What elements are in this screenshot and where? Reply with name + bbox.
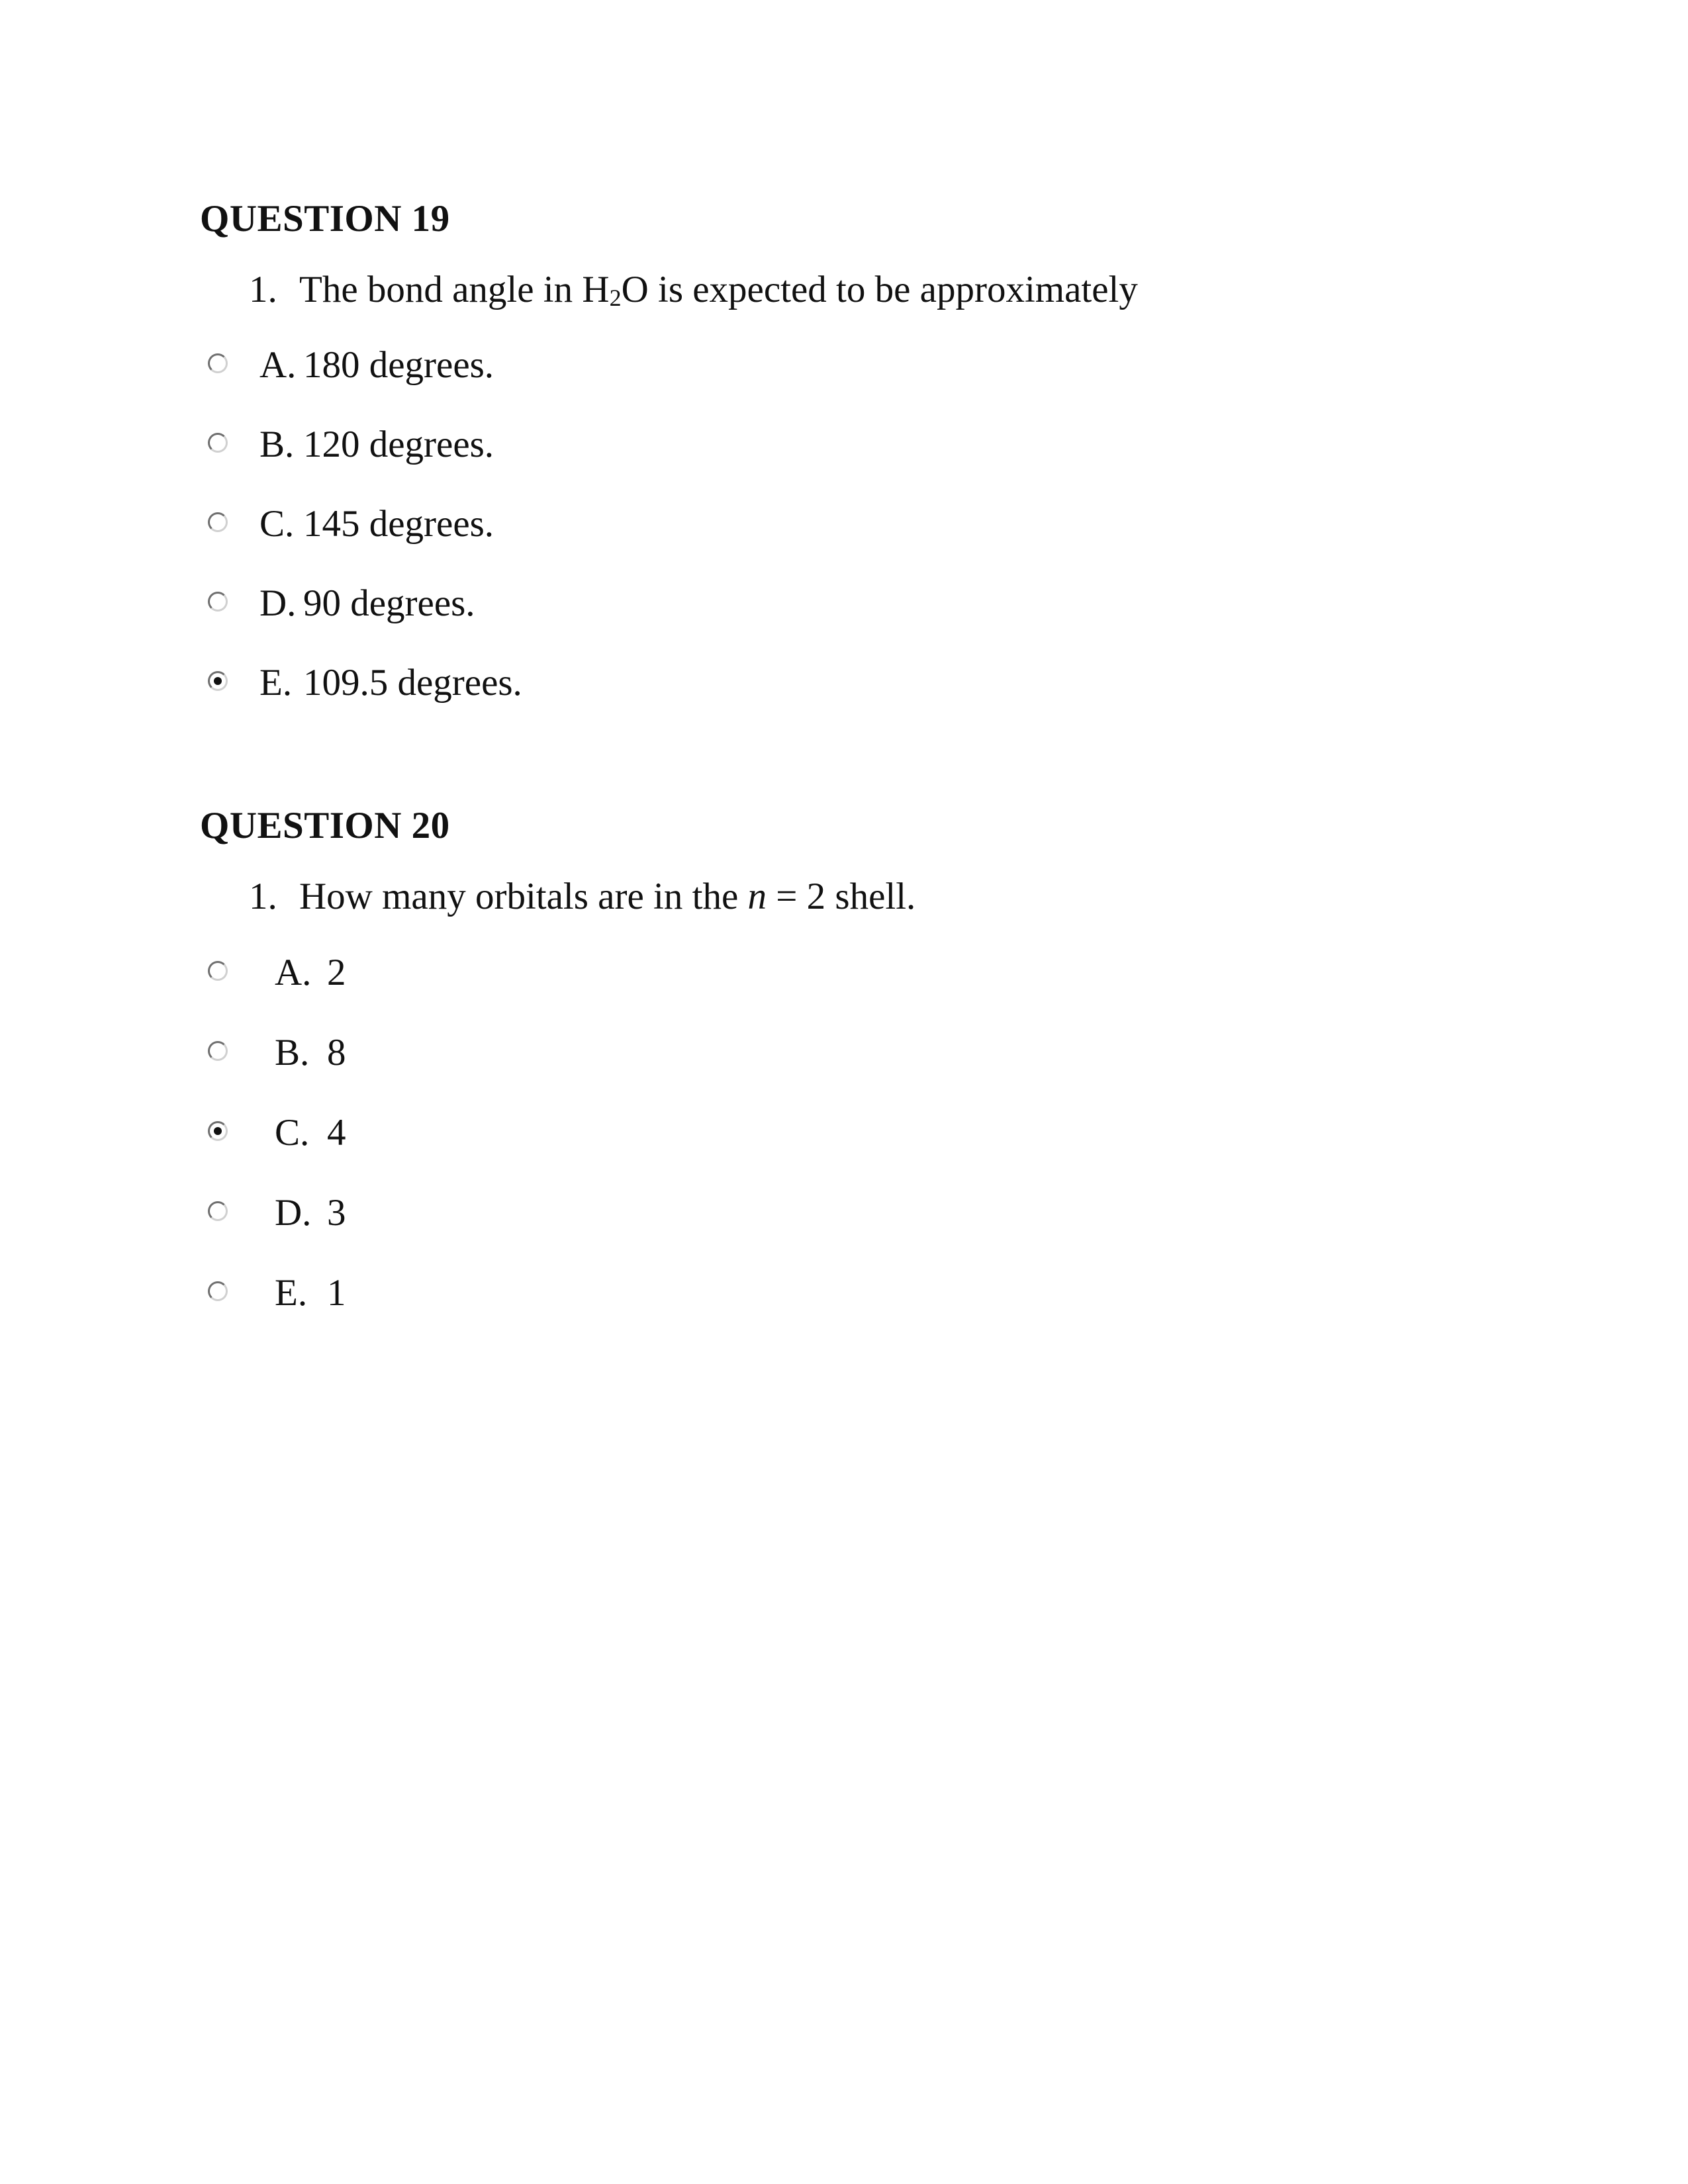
prompt-text-end: = 2 shell. <box>767 876 916 917</box>
option-letter: E. <box>259 662 293 704</box>
option-letter: A. <box>275 952 312 993</box>
option-text: 109.5 degrees. <box>303 662 522 704</box>
answer-option-d[interactable] <box>0 577 927 630</box>
option-text: 1 <box>327 1272 346 1314</box>
option-letter: D. <box>259 582 297 624</box>
answer-option-b[interactable] <box>0 1026 927 1079</box>
option-text: 2 <box>327 952 346 993</box>
option-text: 180 degrees. <box>303 344 494 386</box>
option-text: 4 <box>327 1112 346 1154</box>
option-letter: E. <box>275 1272 308 1314</box>
option-text: 90 degrees. <box>303 582 475 624</box>
radio-button-selected[interactable] <box>208 671 228 691</box>
radio-button[interactable] <box>208 1041 228 1061</box>
radio-button-selected[interactable] <box>208 1121 228 1141</box>
prompt-text-start: The bond angle in H <box>299 269 610 310</box>
prompt-text-end: O is expected to be approximately <box>621 269 1138 310</box>
option-letter: B. <box>259 424 295 465</box>
answer-option-b[interactable] <box>0 418 927 471</box>
option-letter: A. <box>259 344 297 386</box>
item-number: 1. <box>249 269 277 310</box>
radio-button[interactable] <box>208 1281 228 1301</box>
answer-option-c[interactable] <box>0 1107 927 1160</box>
radio-button[interactable] <box>208 961 228 981</box>
option-letter: D. <box>275 1192 312 1234</box>
answer-option-d[interactable] <box>0 1187 927 1240</box>
radio-button[interactable] <box>208 512 228 532</box>
question-title: QUESTION 19 <box>200 198 450 240</box>
prompt-subscript: 2 <box>609 285 622 311</box>
answer-option-c[interactable] <box>0 498 927 551</box>
radio-button[interactable] <box>208 592 228 612</box>
answer-option-a[interactable] <box>0 946 927 999</box>
option-text: 8 <box>327 1032 346 1073</box>
answer-option-e[interactable] <box>0 1267 927 1320</box>
answer-option-e[interactable] <box>0 657 927 709</box>
question-title: QUESTION 20 <box>200 805 450 846</box>
option-letter: C. <box>259 503 295 545</box>
question-prompt <box>249 268 1138 312</box>
radio-button[interactable] <box>208 1201 228 1221</box>
option-letter: C. <box>275 1112 310 1154</box>
option-text: 145 degrees. <box>303 503 494 545</box>
option-text: 3 <box>327 1192 346 1234</box>
radio-button[interactable] <box>208 353 228 373</box>
option-letter: B. <box>275 1032 310 1073</box>
question-prompt <box>249 875 915 918</box>
radio-button[interactable] <box>208 433 228 453</box>
prompt-variable: n <box>747 876 767 917</box>
answer-option-a[interactable] <box>0 339 927 392</box>
prompt-text-start: How many orbitals are in the <box>299 876 748 917</box>
option-text: 120 degrees. <box>303 424 494 465</box>
item-number: 1. <box>249 876 277 917</box>
